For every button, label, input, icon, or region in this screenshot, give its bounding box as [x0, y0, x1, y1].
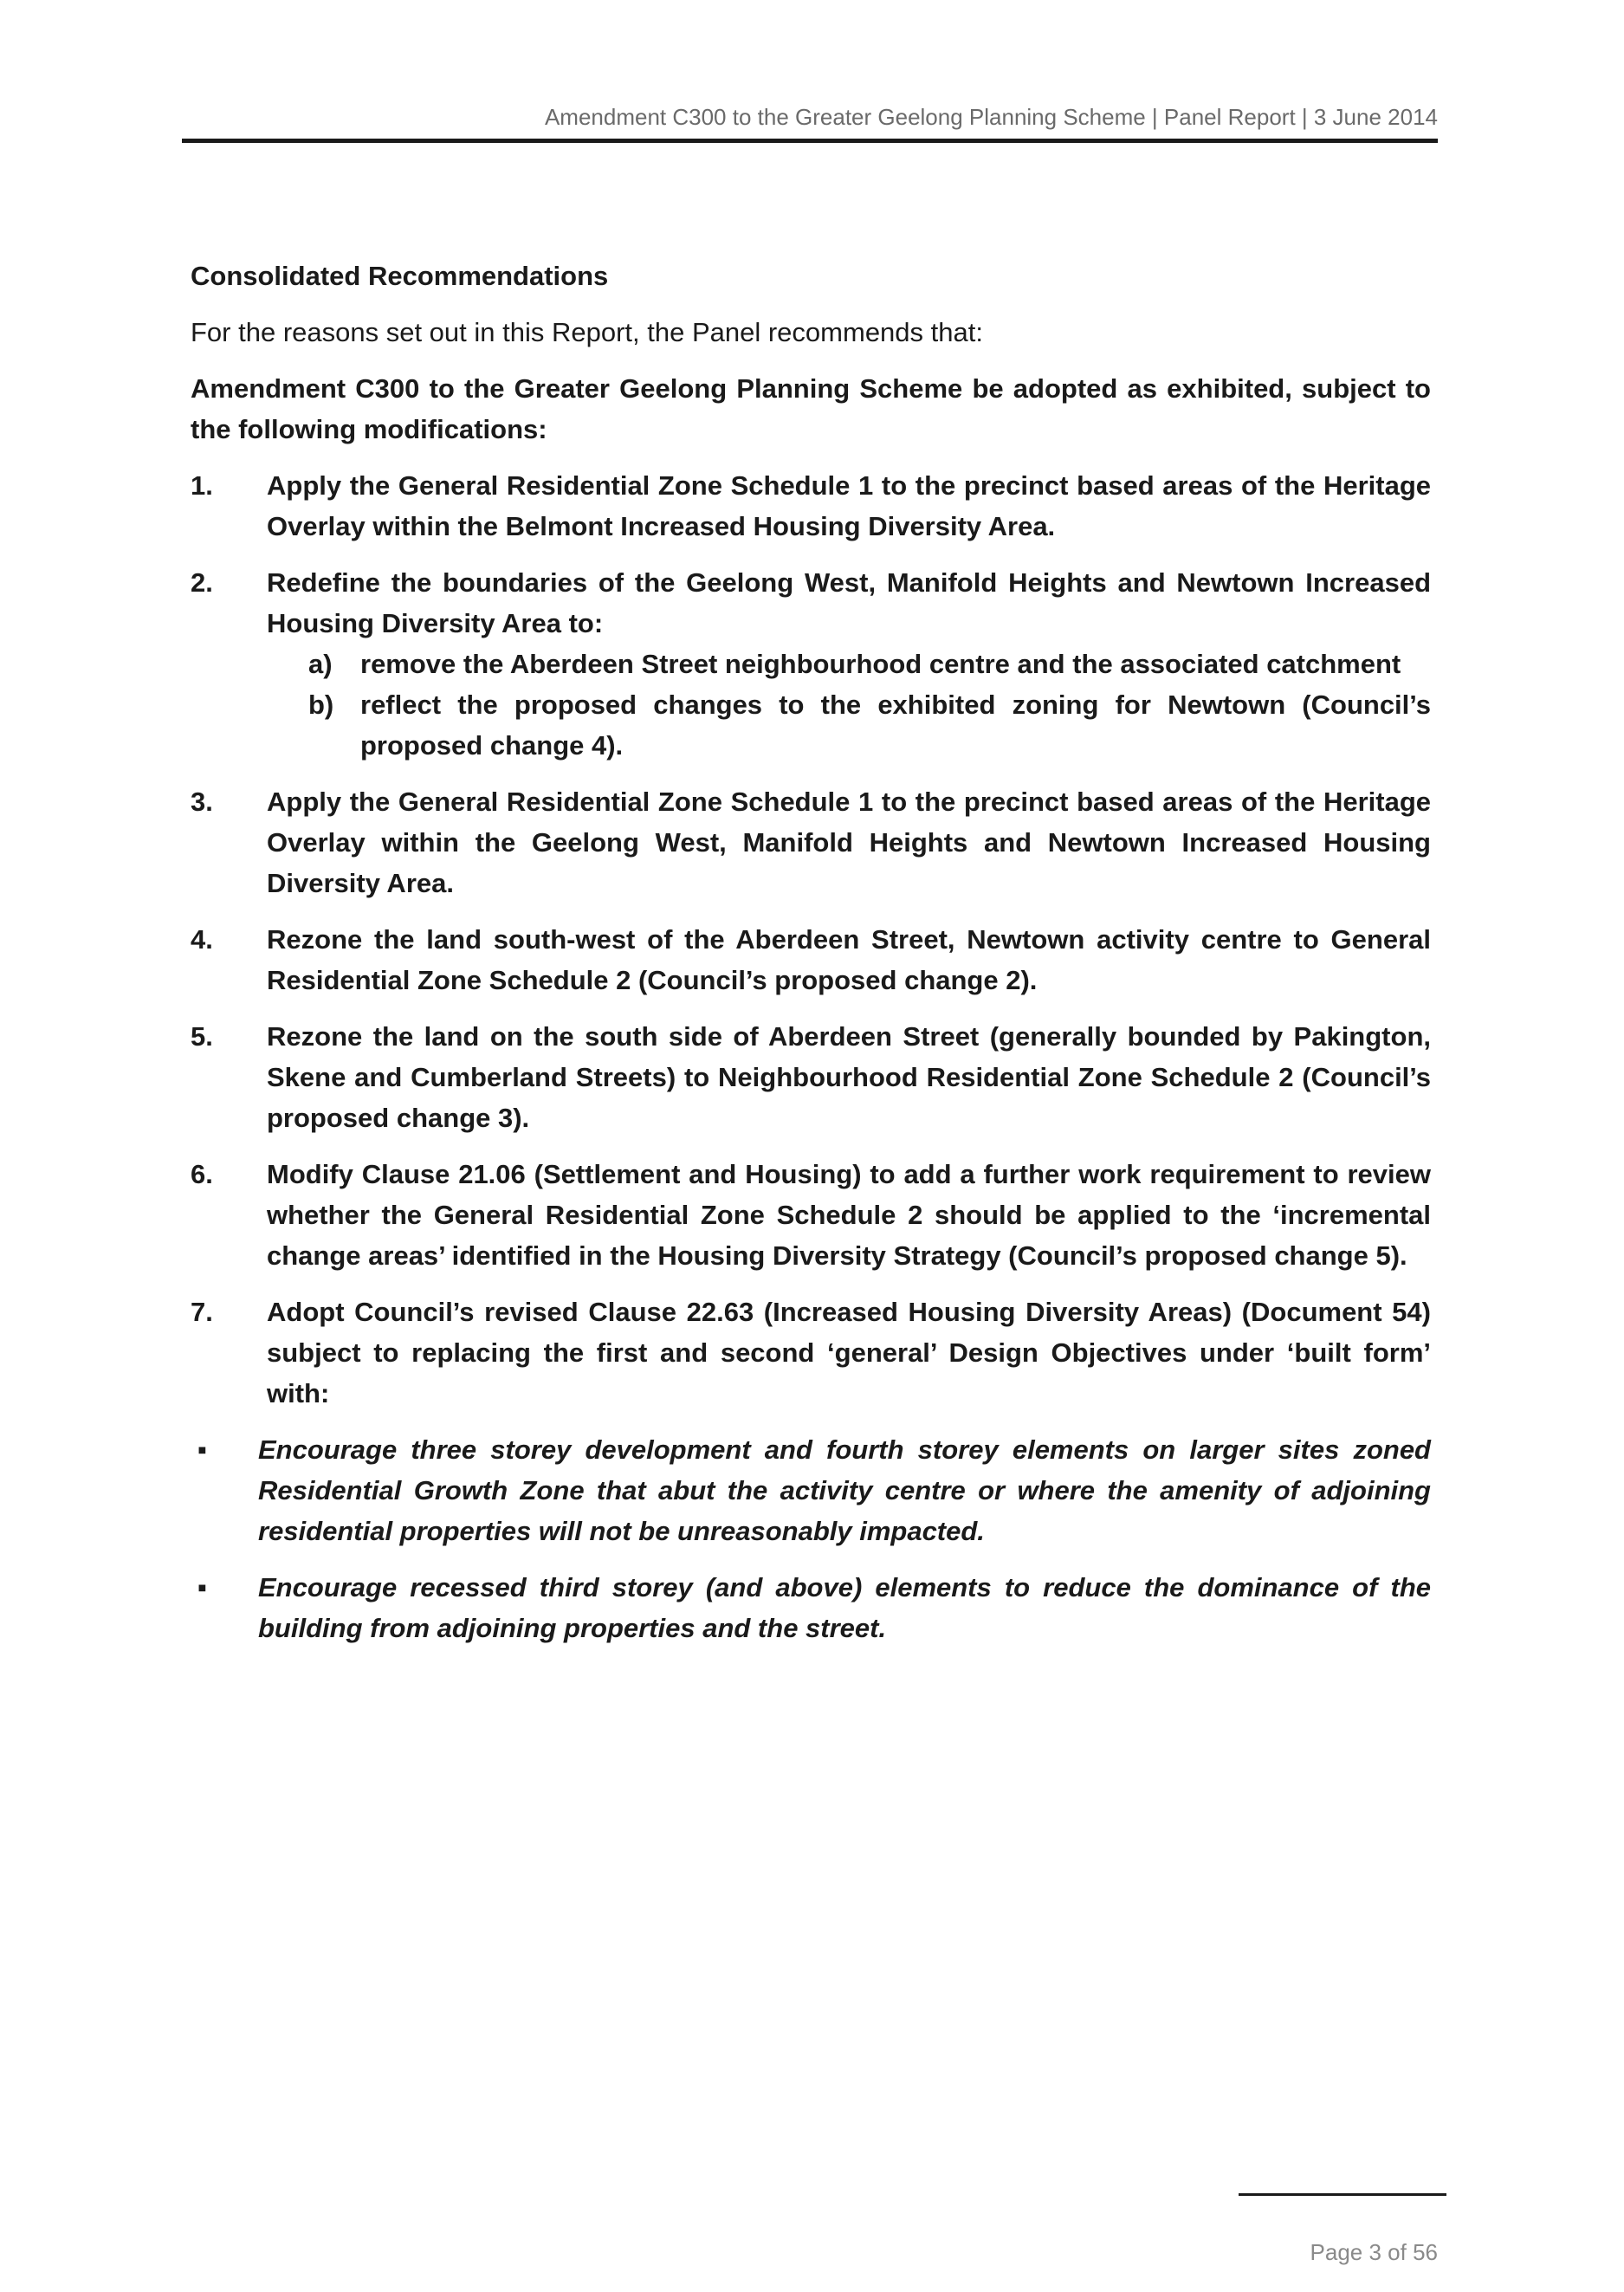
recommendation-item: [191, 1292, 1431, 1414]
recommendation-item: [191, 465, 1431, 547]
item-text: Redefine the boundaries of the Geelong West, Manifold Heights and Newtown Increased Housing Diversity Area to:: [267, 567, 1431, 638]
sub-item: [267, 644, 1431, 684]
item-text: Apply the General Residential Zone Schedule 1 to the precinct based areas of the Heritage Overlay within the Belmont Increased Housing Diversity Area.: [267, 470, 1431, 541]
sub-item-letter: a): [308, 649, 333, 679]
item-text: Rezone the land south-west of the Aberdeen Street, Newtown activity centre to General Residential Zone Schedule 2 (Council’s proposed change 2).: [267, 924, 1431, 995]
section-heading: Consolidated Recommendations: [191, 261, 609, 291]
item-number: 6.: [191, 1159, 213, 1189]
item-text: Modify Clause 21.06 (Settlement and Housing) to add a further work requirement to review whether the General Residential Zone Schedule 2 should be applied to the ‘incremental change areas’ identified in the Housing Diversity Strategy (Council’s proposed change 5).: [267, 1159, 1431, 1271]
sub-item-list: [267, 644, 1431, 766]
sub-item-text: reflect the proposed changes to the exhibited zoning for Newtown (Council’s proposed change 4).: [360, 690, 1431, 761]
recommendation-item: [191, 562, 1431, 766]
bullet-text: Encourage recessed third storey (and above) elements to reduce the dominance of the building from adjoining properties and the street.: [258, 1572, 1431, 1643]
item-number: 5.: [191, 1021, 213, 1052]
page-number: Page 3 of 56: [1310, 2239, 1438, 2265]
bullet-text: Encourage three storey development and fourth storey elements on larger sites zoned Residential Growth Zone that abut the activity centre or where the amenity of adjoining residential properties will not be unreasonably impacted.: [258, 1434, 1431, 1546]
sub-item-letter: b): [308, 690, 334, 720]
bullet-icon: ▪: [197, 1434, 207, 1465]
item-number: 4.: [191, 924, 213, 955]
item-number: 3.: [191, 787, 213, 817]
header-divider: [182, 139, 1438, 143]
recommendation-item: [191, 1154, 1431, 1276]
running-header: Amendment C300 to the Greater Geelong Planning Scheme | Panel Report | 3 June 2014: [544, 104, 1438, 130]
sub-item-text: remove the Aberdeen Street neighbourhood centre and the associated catchment: [360, 649, 1401, 679]
sub-item: [267, 684, 1431, 766]
recommendation-item: [191, 781, 1431, 903]
item-text: Rezone the land on the south side of Aberdeen Street (generally bounded by Pakington, Skene and Cumberland Streets) to Neighbourhood Residential Zone Schedule 2 (Council’s proposed change 3).: [267, 1021, 1431, 1133]
recommendation-item: [191, 1016, 1431, 1138]
footer-divider: [1239, 2193, 1446, 2196]
lead-recommendation: Amendment C300 to the Greater Geelong Planning Scheme be adopted as exhibited, subject to the following modifications:: [191, 373, 1431, 444]
page-body: [191, 256, 1431, 1664]
bullet-icon: ▪: [197, 1572, 207, 1602]
recommendation-item: [191, 919, 1431, 1000]
intro-text: For the reasons set out in this Report, the Panel recommends that:: [191, 317, 983, 347]
item-text: Apply the General Residential Zone Schedule 1 to the precinct based areas of the Heritage Overlay within the Geelong West, Manifold Heights and Newtown Increased Housing Diversity Area.: [267, 787, 1431, 898]
item-number: 1.: [191, 470, 213, 501]
bullet-item: [191, 1567, 1431, 1648]
item-text: Adopt Council’s revised Clause 22.63 (Increased Housing Diversity Areas) (Document 54) subject to replacing the first and second ‘general’ Design Objectives under ‘built form’ with:: [267, 1297, 1431, 1408]
bullet-item: [191, 1429, 1431, 1551]
item-number: 7.: [191, 1297, 213, 1327]
item-number: 2.: [191, 567, 213, 598]
